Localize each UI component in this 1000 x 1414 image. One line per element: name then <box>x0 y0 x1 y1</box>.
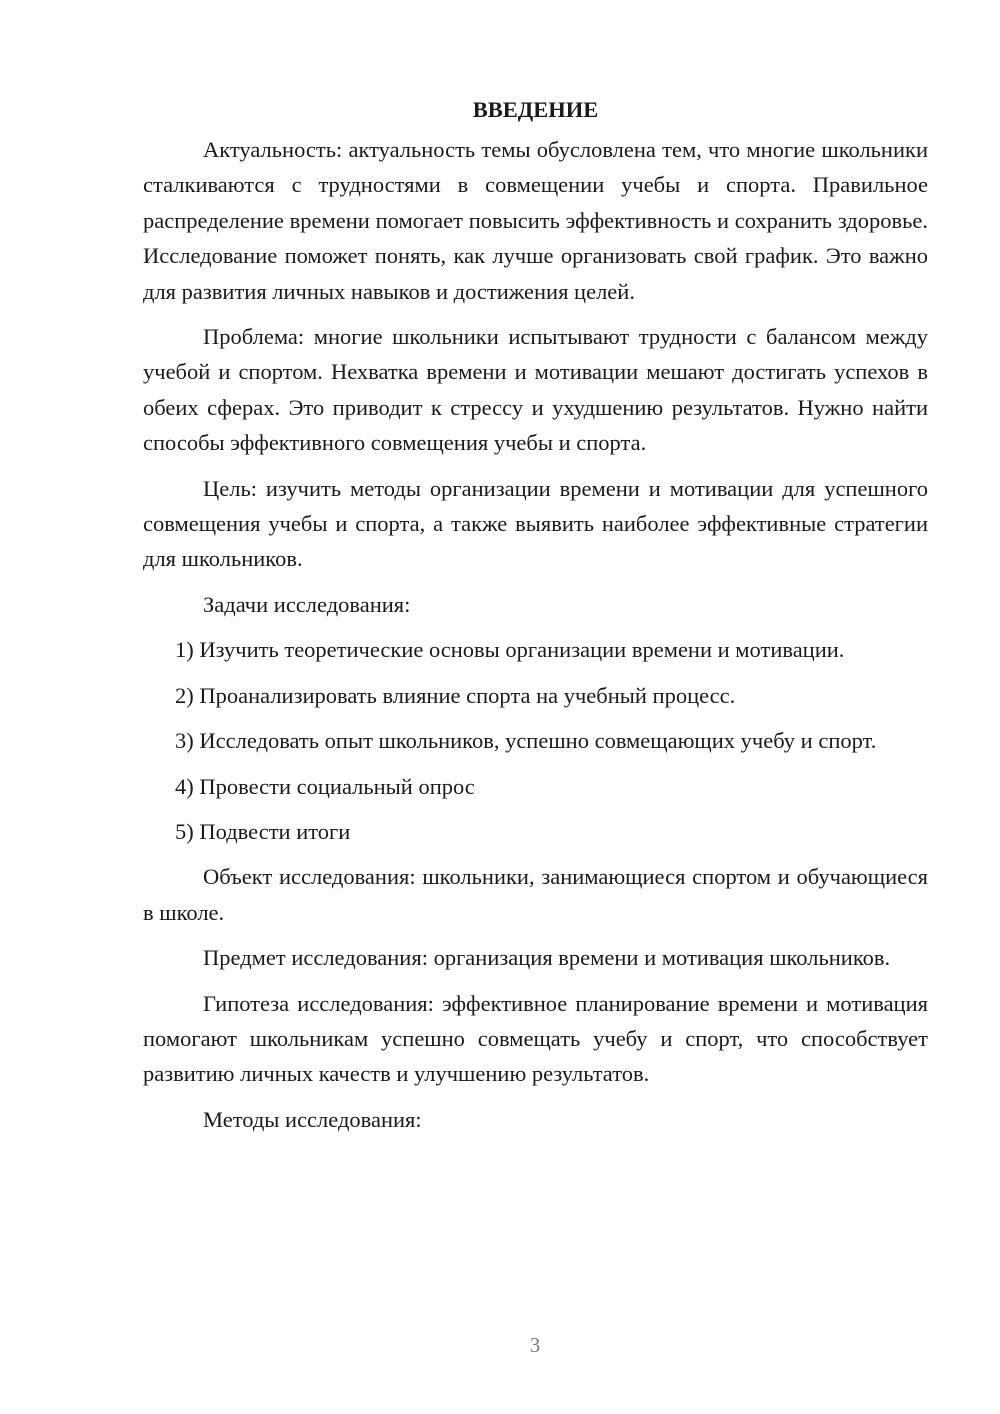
task-item: 2) Проанализировать влияние спорта на учебный процесс. <box>175 682 736 708</box>
task-item: 5) Подвести итоги <box>175 818 351 844</box>
relevance-paragraph: Актуальность: актуальность темы обусловлена тем, что многие школьники сталкиваются с трудностями в совмещении учебы и спорта. Правильное распределение времени помогает повысить эффективность и сохранить здоровье. Исследование поможет понять, как лучше организовать свой график. Это важно для развития личных навыков и достижения целей. <box>143 137 928 304</box>
subject-paragraph: Предмет исследования: организация времени и мотивация школьников. <box>203 945 891 971</box>
task-item: 4) Провести социальный опрос <box>175 773 475 799</box>
task-item: 3) Исследовать опыт школьников, успешно совмещающих учебу и спорт. <box>175 728 877 754</box>
hypothesis-paragraph: Гипотеза исследования: эффективное планирование времени и мотивация помогают школьникам успешно совмещать учебу и спорт, что способствует развитию личных качеств и улучшению результатов. <box>143 990 928 1087</box>
object-paragraph: Объект исследования: школьники, занимающиеся спортом и обучающиеся в школе. <box>143 864 928 925</box>
document-page <box>143 92 928 1147</box>
page-number: 3 <box>529 1333 541 1357</box>
problem-paragraph: Проблема: многие школьники испытывают трудности с балансом между учебой и спортом. Нехватка времени и мотивации мешают достигать успехов в обеих сферах. Это приводит к стрессу и ухудшению результатов. Нужно найти способы эффективного совмещения учебы и спорта. <box>143 324 928 456</box>
tasks-list <box>143 632 928 849</box>
tasks-title: Задачи исследования: <box>203 591 411 617</box>
task-item: 1) Изучить теоретические основы организации времени и мотивации. <box>175 637 845 663</box>
section-heading: ВВЕДЕНИЕ <box>472 97 599 122</box>
goal-paragraph: Цель: изучить методы организации времени и мотивации для успешного совмещения учебы и спорта, а также выявить наиболее эффективные стратегии для школьников. <box>143 475 928 572</box>
methods-title: Методы исследования: <box>203 1106 422 1132</box>
